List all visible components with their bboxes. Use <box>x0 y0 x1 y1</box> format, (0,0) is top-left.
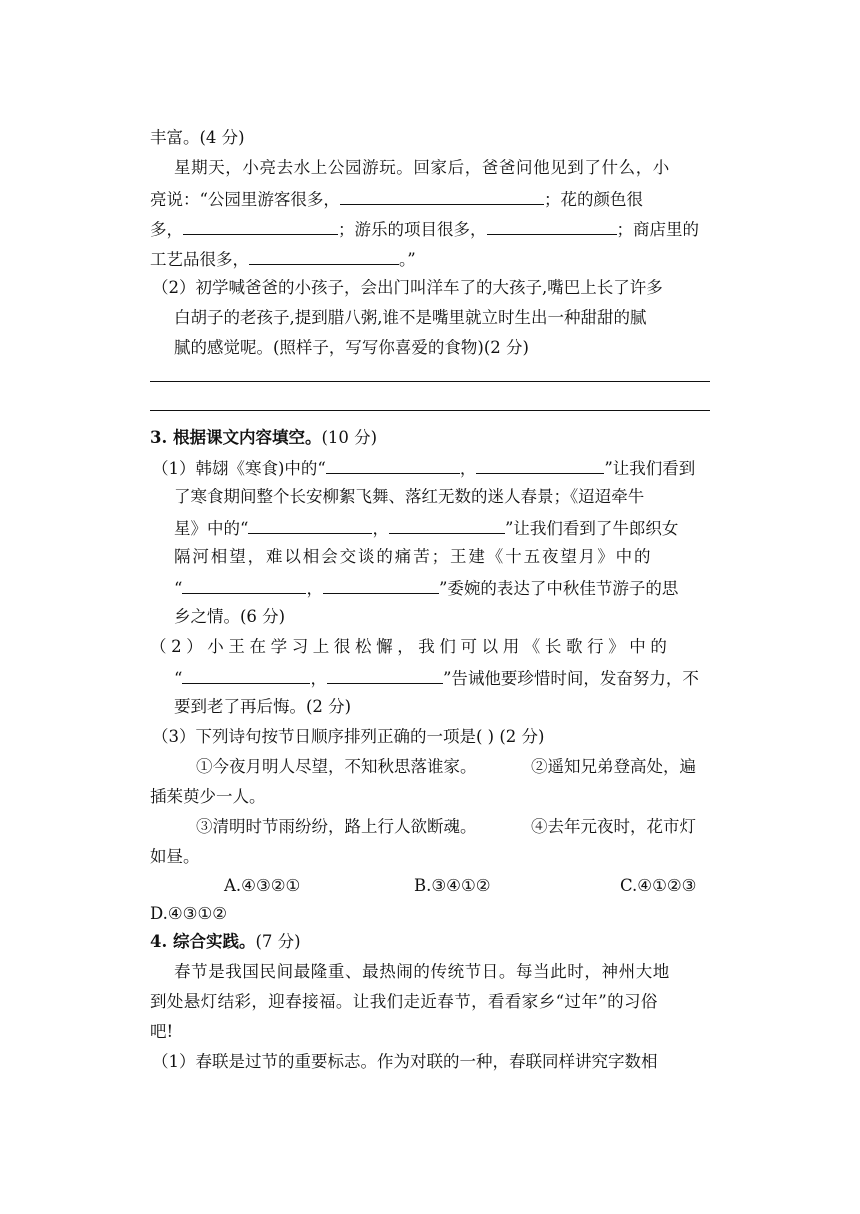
choice-c[interactable]: C.④①②③ <box>620 876 697 895</box>
poem-option-3: ③清明时节雨纷纷，路上行人欲断魂。 <box>196 817 477 836</box>
answer-blank[interactable] <box>183 218 338 235</box>
q3-sub1-line-3: 星》中的“ ， ”让我们看到了牛郎织女 <box>174 519 679 538</box>
answer-blank[interactable] <box>249 248 399 265</box>
poem-option-2: ②遥知兄弟登高处，遍 <box>531 757 696 776</box>
answer-blank[interactable] <box>327 667 443 684</box>
choice-a[interactable]: A.④③②① <box>224 876 301 895</box>
q4-sub1-line-1: （1）春联是过节的重要标志。作为对联的一种，春联同样讲究字数相 <box>152 1052 658 1071</box>
q2-sub2-line-3: 腻的感觉呢。(照样子，写写你喜爱的食物)(2 分) <box>174 338 529 357</box>
q3-heading: 3. 根据课文内容填空。(10 分) <box>150 428 378 447</box>
q3-sub1-line-2: 了寒食期间整个长安柳絮飞舞、落红无数的迷人春景；《迢迢牵牛 <box>174 487 645 506</box>
q2-paragraph-line-3: 多， ；游乐的项目很多， ；商店里的 <box>150 220 699 239</box>
q3-sub1-line-4: 隔河相望，难以相会交谈的痛苦；王建《十五夜望月》中的 <box>174 547 653 566</box>
q2-sub2-line-2: 白胡子的老孩子,提到腊八粥,谁不是嘴里就立时生出一种甜甜的腻 <box>174 308 647 327</box>
answer-blank[interactable] <box>182 667 310 684</box>
q4-paragraph-line-3: 吧! <box>150 1022 174 1041</box>
answer-blank[interactable] <box>476 457 604 474</box>
answer-blank[interactable] <box>340 188 544 205</box>
q3-sub2-line-1: （2）小王在学习上很松懈，我们可以用《长歌行》中的 <box>150 637 672 656</box>
q2-sub2-line-1: （2）初学喊爸爸的小孩子，会出门叫洋车了的大孩子,嘴巴上长了许多 <box>152 278 663 297</box>
answer-blank[interactable] <box>323 577 439 594</box>
answer-blank[interactable] <box>326 457 460 474</box>
choice-b[interactable]: B.③④①② <box>414 876 491 895</box>
q4-paragraph-line-2: 到处悬灯结彩，迎春接福。让我们走近春节，看看家乡“过年”的习俗 <box>150 992 658 1011</box>
answer-blank[interactable] <box>182 577 306 594</box>
answer-blank[interactable] <box>389 517 505 534</box>
q2-paragraph-line-4: 工艺品很多， 。” <box>150 250 416 269</box>
q3-sub1-line-5: “ ， ”委婉的表达了中秋佳节游子的思 <box>174 579 679 598</box>
answer-blank[interactable] <box>487 218 617 235</box>
choice-d[interactable]: D.④③①② <box>150 904 228 923</box>
poem-option-1: ①今夜月明人尽望，不知秋思落谁家。 <box>196 757 477 776</box>
answer-line[interactable] <box>150 381 710 382</box>
answer-line[interactable] <box>150 410 710 411</box>
poem-option-4-cont: 如昼。 <box>150 847 200 866</box>
q4-paragraph-line-1: 春节是我国民间最隆重、最热闹的传统节日。每当此时，神州大地 <box>174 962 670 981</box>
q3-sub2-line-3: 要到老了再后悔。(2 分) <box>174 697 352 716</box>
q3-sub3-line: （3）下列诗句按节日顺序排列正确的一项是( ) (2 分) <box>152 727 545 746</box>
q2-score-line: 丰富。(4 分) <box>150 128 245 147</box>
q2-paragraph-line-2: 亮说：“公园里游客很多， ；花的颜色很 <box>150 190 643 209</box>
answer-blank[interactable] <box>248 517 372 534</box>
q4-heading: 4. 综合实践。(7 分) <box>150 932 301 951</box>
q3-sub2-line-2: “ ， ”告诫他要珍惜时间，发奋努力，不 <box>174 669 699 688</box>
poem-option-4: ④去年元夜时，花市灯 <box>531 817 696 836</box>
poem-option-2-cont: 插茱萸少一人。 <box>150 787 266 806</box>
q3-sub1-score: 乡之情。(6 分) <box>174 607 286 626</box>
q3-sub1-line-1: （1）韩翃《寒食)中的“ ， ”让我们看到 <box>152 459 696 478</box>
q2-paragraph-line-1: 星期天，小亮去水上公园游玩。回家后，爸爸问他见到了什么，小 <box>174 158 670 177</box>
